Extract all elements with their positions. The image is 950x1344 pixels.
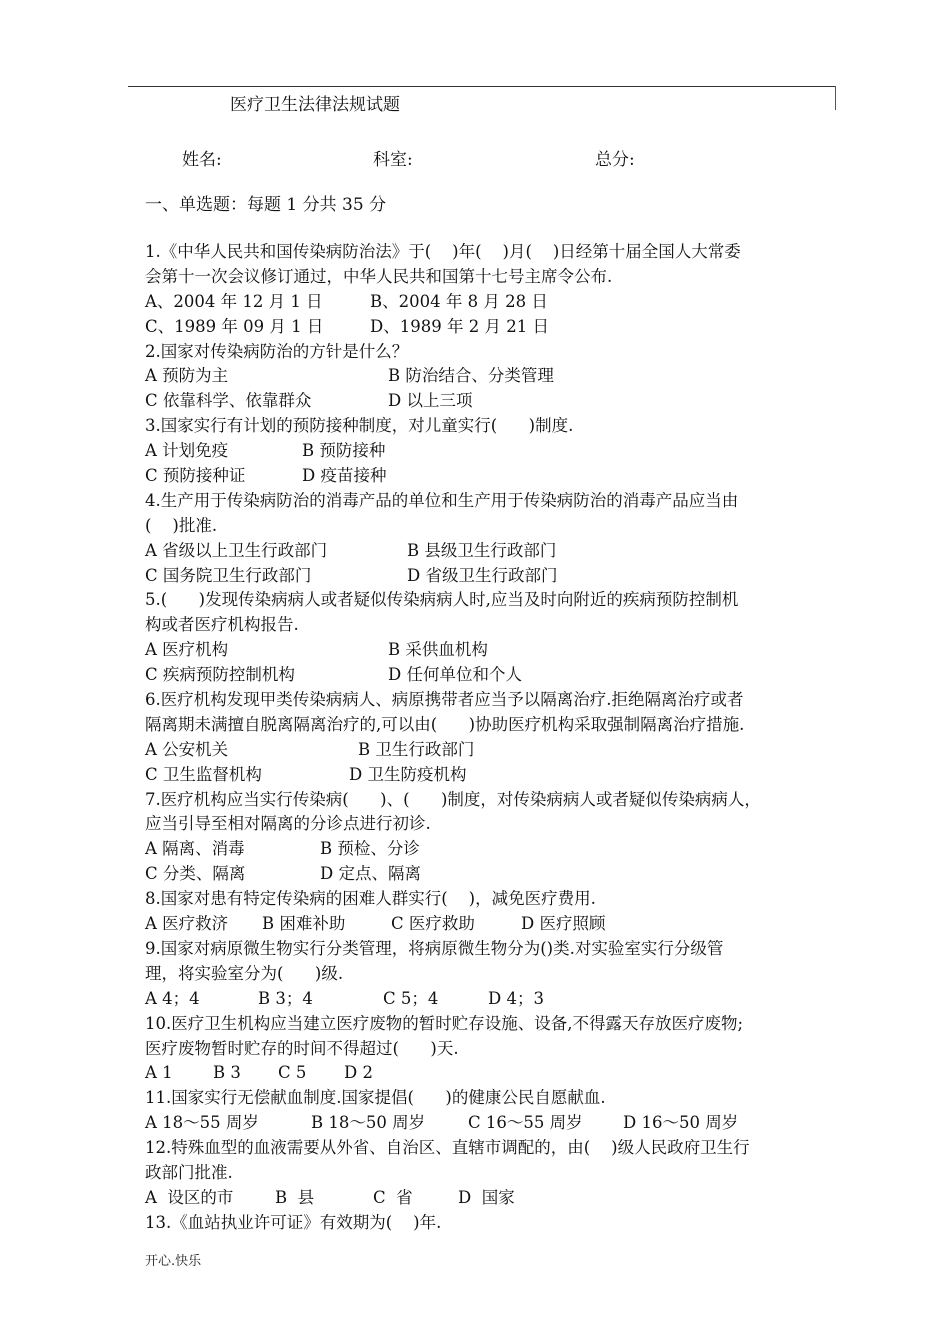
- question-text-line: 理，将实验室分为( )级.: [145, 963, 344, 983]
- question-text-line: 13.《血站执业许可证》有效期为( )年.: [145, 1212, 442, 1232]
- name-field-label: 姓名:: [182, 150, 222, 170]
- answer-option: C 医疗救助: [391, 914, 475, 934]
- answer-option: D 卫生防疫机构: [349, 764, 467, 784]
- question-text-line: 医疗废物暂时贮存的时间不得超过( )天.: [145, 1038, 459, 1058]
- answer-options-line: [145, 539, 845, 564]
- answer-option: B 3；4: [258, 988, 313, 1008]
- answer-option: D 以上三项: [388, 391, 473, 411]
- question-text-line: ( )批准.: [145, 515, 218, 535]
- header-rule: [128, 86, 836, 87]
- answer-options-line: [145, 1061, 845, 1086]
- answer-options-line: [145, 638, 845, 663]
- answer-option: B 预检、分诊: [320, 839, 420, 859]
- answer-option: A、2004 年 12 月 1 日: [145, 291, 323, 311]
- question-text-line: 6.医疗机构发现甲类传染病病人、病原携带者应当予以隔离治疗.拒绝隔离治疗或者: [145, 690, 744, 710]
- answer-option: C 5: [278, 1063, 307, 1083]
- answer-option: C 疾病预防控制机构: [145, 665, 295, 685]
- answer-option: A 18～55 周岁: [145, 1113, 259, 1133]
- answer-option: A 公安机关: [145, 739, 229, 759]
- question-text-line: 7.医疗机构应当实行传染病( )、( )制度，对传染病病人或者疑似传染病病人，: [145, 789, 761, 809]
- answer-option: A 隔离、消毒: [145, 839, 245, 859]
- answer-options-line: [145, 364, 845, 389]
- question-text-line: 8.国家对患有特定传染病的困难人群实行( )，减免医疗费用.: [145, 889, 596, 909]
- answer-option: D 4；3: [488, 988, 544, 1008]
- question-text-line: 12.特殊血型的血液需要从外省、自治区、直辖市调配的，由( )级人民政府卫生行: [145, 1138, 750, 1158]
- answer-option: D、1989 年 2 月 21 日: [370, 316, 549, 336]
- dept-field-label: 科室:: [373, 150, 413, 170]
- answer-option: C 分类、隔离: [145, 864, 246, 884]
- answer-options-line: [145, 987, 845, 1012]
- answer-option: B 采供血机构: [388, 640, 488, 660]
- answer-option: D 省级卫生行政部门: [407, 565, 558, 585]
- page-footer: 开心.快乐: [145, 1254, 202, 1269]
- question-text-line: 政部门批准.: [145, 1162, 233, 1182]
- answer-option: A 1: [145, 1063, 173, 1083]
- answer-option: B 18～50 周岁: [311, 1113, 426, 1133]
- answer-option: C 卫生监督机构: [145, 764, 262, 784]
- answer-option: A 设区的市: [145, 1187, 234, 1207]
- answer-option: D 16～50 周岁: [623, 1113, 739, 1133]
- answer-option: B 卫生行政部门: [358, 739, 475, 759]
- answer-option: A 省级以上卫生行政部门: [145, 540, 328, 560]
- question-text-line: 10.医疗卫生机构应当建立医疗废物的暂时贮存设施、设备,不得露天存放医疗废物;: [145, 1013, 744, 1033]
- answer-options-line: [145, 1186, 845, 1211]
- answer-options-line: [145, 290, 845, 315]
- answer-options-line: [145, 315, 845, 340]
- question-text-line: 应当引导至相对隔离的分诊点进行初诊.: [145, 814, 431, 834]
- header-corner-rule: [835, 86, 836, 110]
- question-text-line: 2.国家对传染病防治的方针是什么？: [145, 341, 409, 361]
- question-text-line: 会第十一次会议修订通过，中华人民共和国第十七号主席令公布.: [145, 266, 613, 286]
- answer-option: C 16～55 周岁: [468, 1113, 583, 1133]
- answer-option: D 2: [344, 1063, 373, 1083]
- answer-option: C 依靠科学、依靠群众: [145, 391, 312, 411]
- answer-options-line: [145, 1111, 845, 1136]
- answer-option: B 3: [213, 1063, 241, 1083]
- question-text-line: 隔离期未满擅自脱离隔离治疗的,可以由( )协助医疗机构采取强制隔离治疗措施.: [145, 714, 745, 734]
- question-text-line: 构或者医疗机构报告.: [145, 615, 299, 635]
- answer-option: B 防治结合、分类管理: [388, 366, 554, 386]
- answer-option: C 预防接种证: [145, 466, 246, 486]
- answer-options-line: [145, 439, 845, 464]
- answer-option: A 医疗机构: [145, 640, 229, 660]
- question-text-line: 11.国家实行无偿献血制度.国家提倡( )的健康公民自愿献血.: [145, 1088, 606, 1108]
- answer-options-line: [145, 837, 845, 862]
- answer-options-line: [145, 912, 845, 937]
- answer-options-line: [145, 862, 845, 887]
- answer-option: C、1989 年 09 月 1 日: [145, 316, 324, 336]
- question-text-line: 4.生产用于传染病防治的消毒产品的单位和生产用于传染病防治的消毒产品应当由: [145, 490, 739, 510]
- question-text-line: 1.《中华人民共和国传染病防治法》于( )年( )月( )日经第十届全国人大常委: [145, 242, 741, 261]
- answer-option: A 医疗救济: [145, 914, 229, 934]
- answer-option: D 任何单位和个人: [388, 665, 522, 685]
- answer-option: A 计划免疫: [145, 441, 229, 461]
- answer-option: D 定点、隔离: [320, 864, 421, 884]
- answer-options-line: [145, 564, 845, 589]
- page-title: 医疗卫生法律法规试题: [230, 95, 400, 115]
- answer-option: C 国务院卫生行政部门: [145, 565, 312, 585]
- answer-options-line: [145, 389, 845, 414]
- answer-options-line: [145, 738, 845, 763]
- section-heading: 一、单选题：每题 1 分共 35 分: [145, 195, 387, 215]
- answer-option: B、2004 年 8 月 28 日: [370, 291, 548, 311]
- question-text-line: 9.国家对病原微生物实行分类管理，将病原微生物分为()类.对实验室实行分级管: [145, 938, 724, 958]
- answer-option: B 预防接种: [302, 441, 386, 461]
- answer-option: B 县级卫生行政部门: [407, 540, 557, 560]
- answer-option: D 国家: [458, 1187, 515, 1207]
- answer-option: A 4；4: [145, 988, 200, 1008]
- answer-option: C 5；4: [383, 988, 439, 1008]
- question-text-line: 5.( )发现传染病病人或者疑似传染病病人时,应当及时向附近的疾病预防控制机: [145, 590, 739, 610]
- answer-options-line: [145, 763, 845, 788]
- score-field-label: 总分:: [595, 150, 635, 170]
- answer-options-line: [145, 464, 845, 489]
- answer-option: C 省: [373, 1187, 413, 1207]
- question-text-line: 3.国家实行有计划的预防接种制度，对儿童实行( )制度.: [145, 416, 574, 436]
- answer-option: D 疫苗接种: [302, 466, 387, 486]
- question-list: [145, 240, 845, 1236]
- answer-option: D 医疗照顾: [521, 914, 606, 934]
- answer-option: B 困难补助: [262, 914, 346, 934]
- answer-option: B 县: [275, 1187, 315, 1207]
- answer-option: A 预防为主: [145, 366, 229, 386]
- answer-options-line: [145, 663, 845, 688]
